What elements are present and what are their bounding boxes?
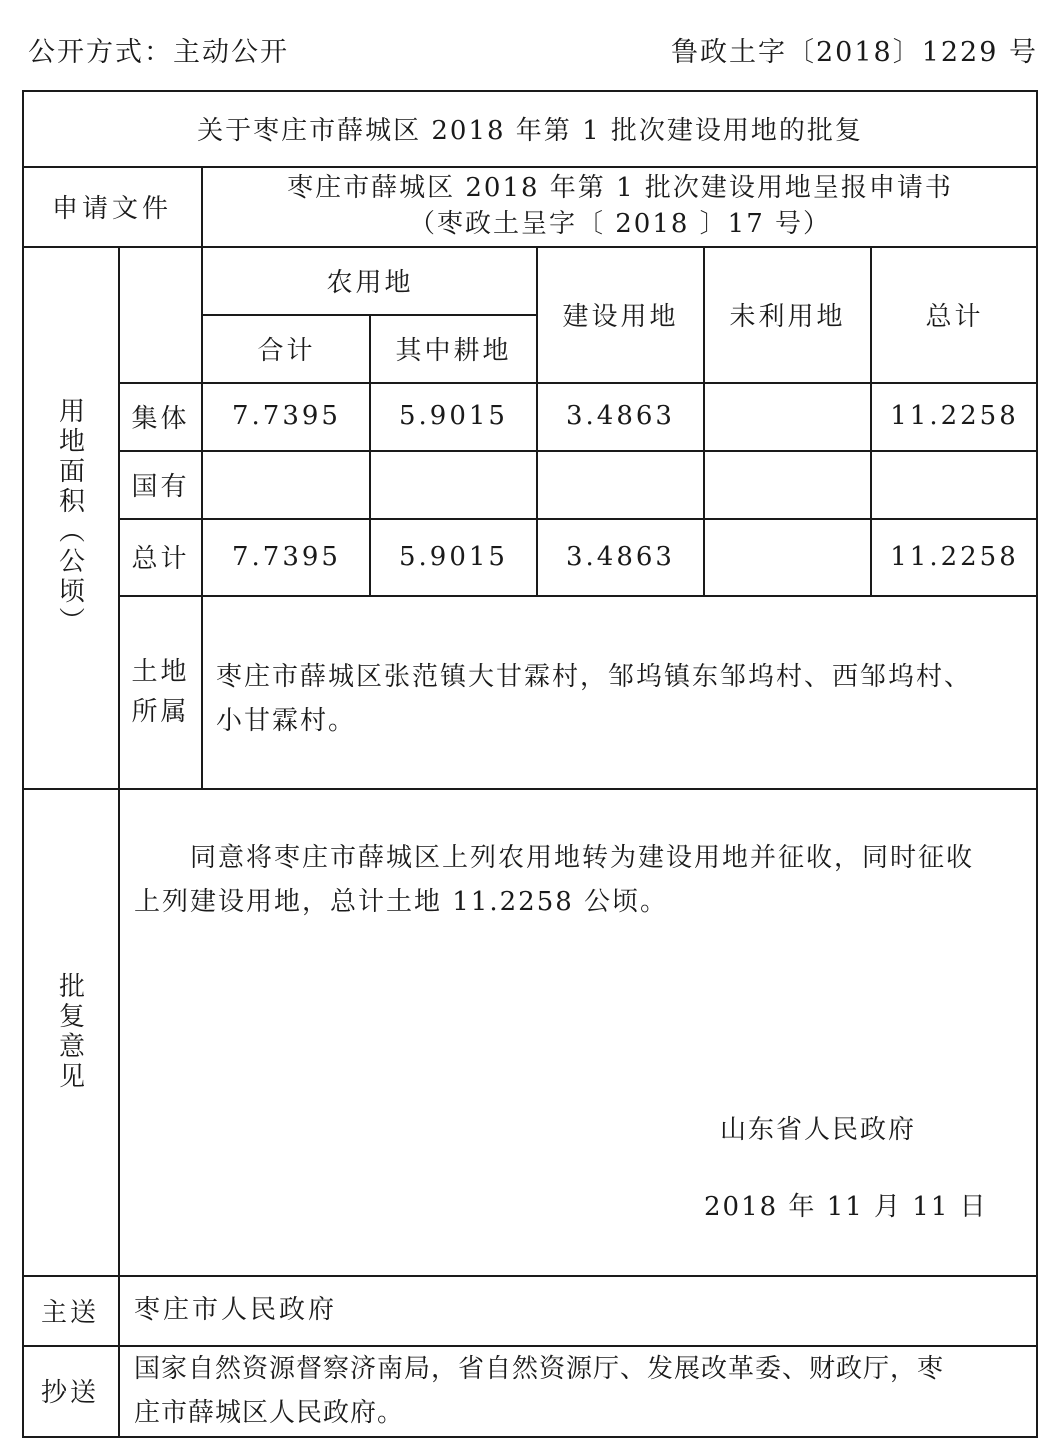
table-cell: 5.9015: [399, 541, 508, 572]
cc-line-2: 庄市薛城区人民政府。: [134, 1398, 405, 1428]
table-cell: 3.4863: [566, 401, 675, 431]
cc-line-1: 国家自然资源督察济南局，省自然资源厅、发展改革委、财政厅，枣: [134, 1354, 945, 1384]
application-document: [202, 166, 1038, 246]
table-cell: [704, 382, 871, 450]
table-cell: [537, 450, 704, 518]
col-subtotal: 合计: [257, 335, 316, 366]
table-cell: [203, 450, 370, 518]
ownership-line-2: 小甘霖村。: [216, 706, 357, 736]
send-to-value: 枣庄市人民政府: [134, 1295, 338, 1325]
col-unused: 未利用地: [729, 301, 846, 332]
land-area-label: 用地面积（公顷）: [54, 397, 85, 637]
document-number: 鲁政土字〔2018〕1229 号: [670, 37, 1038, 68]
table-cell: 7.7395: [232, 401, 341, 431]
cc-label: 抄送: [40, 1378, 99, 1408]
col-agricultural: 农用地: [326, 267, 414, 298]
application-label: 申请文件: [51, 193, 172, 224]
col-construction: 建设用地: [562, 301, 679, 332]
issuer: 山东省人民政府: [720, 1115, 917, 1145]
col-cultivated: 其中耕地: [395, 335, 512, 366]
approval-label: 批复意见: [54, 971, 85, 1092]
approval-line-2: 上列建设用地，总计土地 11.2258 公顷。: [134, 887, 669, 917]
ownership-label-line-2: 所属: [131, 696, 190, 727]
table-cell: 3.4863: [566, 541, 675, 572]
col-total: 总计: [925, 301, 984, 332]
row-label-total: 总计: [131, 544, 190, 574]
application-line-2: （枣政土呈字〔 2018 〕17 号）: [408, 209, 832, 239]
row-label-collective: 集体: [131, 403, 190, 434]
approval-text: [134, 836, 1029, 924]
table-cell: 7.7395: [232, 541, 341, 572]
application-line-1: 枣庄市薛城区 2018 年第 1 批次建设用地呈报申请书: [287, 173, 953, 203]
disclosure-method: 公开方式：主动公开: [28, 37, 289, 68]
send-to-label: 主送: [40, 1297, 99, 1328]
table-cell: [370, 450, 537, 518]
table-cell: [704, 518, 871, 595]
table-cell: 5.9015: [399, 401, 508, 431]
cc-value: [134, 1347, 1034, 1435]
approval-line-1: 同意将枣庄市薛城区上列农用地转为建设用地并征收，同时征收: [190, 843, 975, 873]
document-title: 关于枣庄市薛城区 2018 年第 1 批次建设用地的批复: [197, 115, 863, 146]
approval-date: 2018 年 11 月 11 日: [704, 1192, 988, 1222]
ownership-text: [216, 655, 1028, 743]
table-cell: 11.2258: [890, 401, 1019, 431]
ownership-label-line-1: 土地: [131, 656, 190, 687]
row-label-state: 国有: [131, 471, 190, 502]
ownership-line-1: 枣庄市薛城区张范镇大甘霖村，邹坞镇东邹坞村、西邹坞村、: [216, 662, 973, 692]
table-cell: 11.2258: [890, 541, 1019, 572]
table-cell: [704, 450, 871, 518]
table-cell: [871, 450, 1038, 518]
ownership-label: [119, 595, 202, 788]
approval-form: [22, 90, 1038, 1438]
